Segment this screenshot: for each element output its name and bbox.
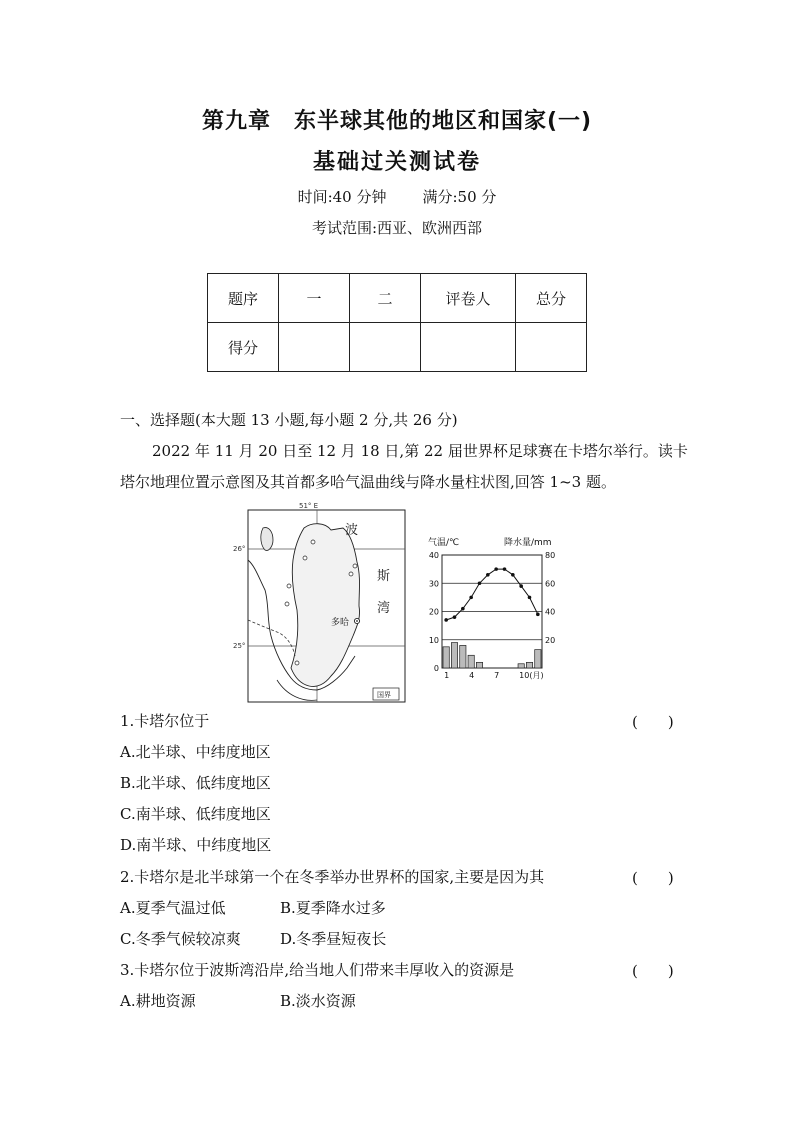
temperature-point: [486, 573, 490, 577]
score-cell: 题序: [208, 274, 279, 323]
question-1-stem: 1.卡塔尔位于: [120, 712, 210, 730]
left-tick-label: 40: [428, 551, 439, 560]
answer-bracket[interactable]: ( ): [632, 869, 674, 887]
x-tick-label: 1: [444, 671, 450, 680]
temperature-point: [469, 596, 473, 600]
score-cell: 得分: [208, 323, 279, 372]
left-tick-label: 0: [433, 664, 439, 673]
option-a[interactable]: A.耕地资源: [120, 992, 196, 1010]
right-axis-label: 降水量/mm: [504, 538, 552, 548]
left-tick-label: 30: [428, 579, 439, 589]
score-table: [207, 273, 587, 372]
qatar-map: [233, 500, 407, 704]
precip-bar: [535, 650, 541, 668]
option-d[interactable]: D.南半球、中纬度地区: [120, 836, 272, 854]
exam-meta: [0, 186, 794, 207]
score-cell: 评卷人: [421, 274, 516, 323]
lat-label-25: 25°: [233, 642, 246, 650]
intro-text: 2022 年 11 月 20 日至 12 月 18 日,第 22 届世界杯足球赛在卡塔尔举行。读卡: [152, 442, 688, 460]
temperature-point: [511, 573, 515, 577]
exam-time: 时间:40 分钟: [297, 188, 387, 206]
left-tick-label: 10: [428, 635, 439, 645]
x-tick-label: 7: [494, 671, 500, 680]
sea-label: 斯: [377, 569, 391, 584]
score-cell: 二: [350, 274, 421, 323]
option-b[interactable]: B.夏季降水过多: [280, 899, 386, 917]
option-b[interactable]: B.北半球、低纬度地区: [120, 774, 271, 792]
page-title: 第九章 东半球其他的地区和国家(一): [201, 109, 593, 134]
answer-bracket[interactable]: ( ): [632, 962, 674, 980]
lat-label-26: 26°: [233, 545, 246, 553]
sea-label: 波: [345, 523, 359, 538]
score-input-cell[interactable]: [421, 323, 516, 372]
temperature-point: [444, 618, 448, 622]
page-subtitle: 基础过关测试卷: [312, 150, 481, 175]
option-a[interactable]: A.北半球、中纬度地区: [120, 743, 271, 761]
temperature-point: [536, 613, 540, 617]
intro-text: 塔尔地理位置示意图及其首都多哈气温曲线与降水量柱状图,回答 1~3 题。: [120, 473, 616, 491]
temperature-point: [478, 581, 482, 585]
option-c[interactable]: C.南半球、低纬度地区: [120, 805, 271, 823]
temperature-point: [519, 584, 523, 588]
x-tick-label: 4: [469, 671, 475, 680]
question-2-stem: 2.卡塔尔是北半球第一个在冬季举办世界杯的国家,主要是因为其: [120, 868, 545, 886]
longitude-label: 51° E: [299, 502, 319, 510]
option-c[interactable]: C.冬季气候较凉爽: [120, 930, 241, 948]
exam-full-score: 满分:50 分: [422, 188, 497, 206]
precip-bar: [518, 664, 524, 668]
precip-bar: [443, 647, 449, 668]
right-tick-label: 20: [545, 635, 556, 645]
x-tick-label: 10(月): [519, 671, 544, 680]
right-tick-label: 60: [545, 579, 556, 589]
option-b[interactable]: B.淡水资源: [280, 992, 356, 1010]
score-cell: 总分: [516, 274, 587, 323]
temperature-point: [453, 615, 457, 619]
doha-label: 多哈: [331, 618, 350, 628]
score-input-cell[interactable]: [516, 323, 587, 372]
precip-bar: [476, 662, 482, 668]
precip-bar: [451, 643, 457, 668]
temperature-point: [494, 567, 498, 571]
score-table-header-row: [208, 274, 587, 323]
score-input-cell[interactable]: [350, 323, 421, 372]
temperature-point: [461, 607, 465, 611]
section-heading: 一、选择题(本大题 13 小题,每小题 2 分,共 26 分): [120, 411, 458, 429]
temperature-line: [446, 569, 538, 620]
exam-scope: 考试范围:西亚、欧洲西部: [311, 219, 483, 237]
score-cell: 一: [279, 274, 350, 323]
answer-bracket[interactable]: ( ): [632, 713, 674, 731]
question-3-stem: 3.卡塔尔位于波斯湾沿岸,给当地人们带来丰厚收入的资源是: [120, 961, 515, 979]
legend-border-label: 国界: [377, 691, 391, 699]
left-axis-label: 气温/℃: [428, 538, 460, 548]
right-tick-label: 40: [545, 607, 556, 617]
temperature-point: [503, 567, 507, 571]
left-tick-label: 20: [428, 607, 439, 617]
temperature-point: [528, 596, 532, 600]
precip-bar: [526, 662, 532, 668]
precip-bar: [468, 655, 474, 668]
score-table-score-row: [208, 323, 587, 372]
island-shape: [261, 528, 273, 551]
option-a[interactable]: A.夏季气温过低: [120, 899, 226, 917]
score-input-cell[interactable]: [279, 323, 350, 372]
precip-bar: [460, 645, 466, 668]
sea-label: 湾: [377, 601, 391, 616]
option-d[interactable]: D.冬季昼短夜长: [280, 930, 387, 948]
climate-chart: [420, 535, 570, 685]
right-tick-label: 80: [545, 551, 556, 560]
